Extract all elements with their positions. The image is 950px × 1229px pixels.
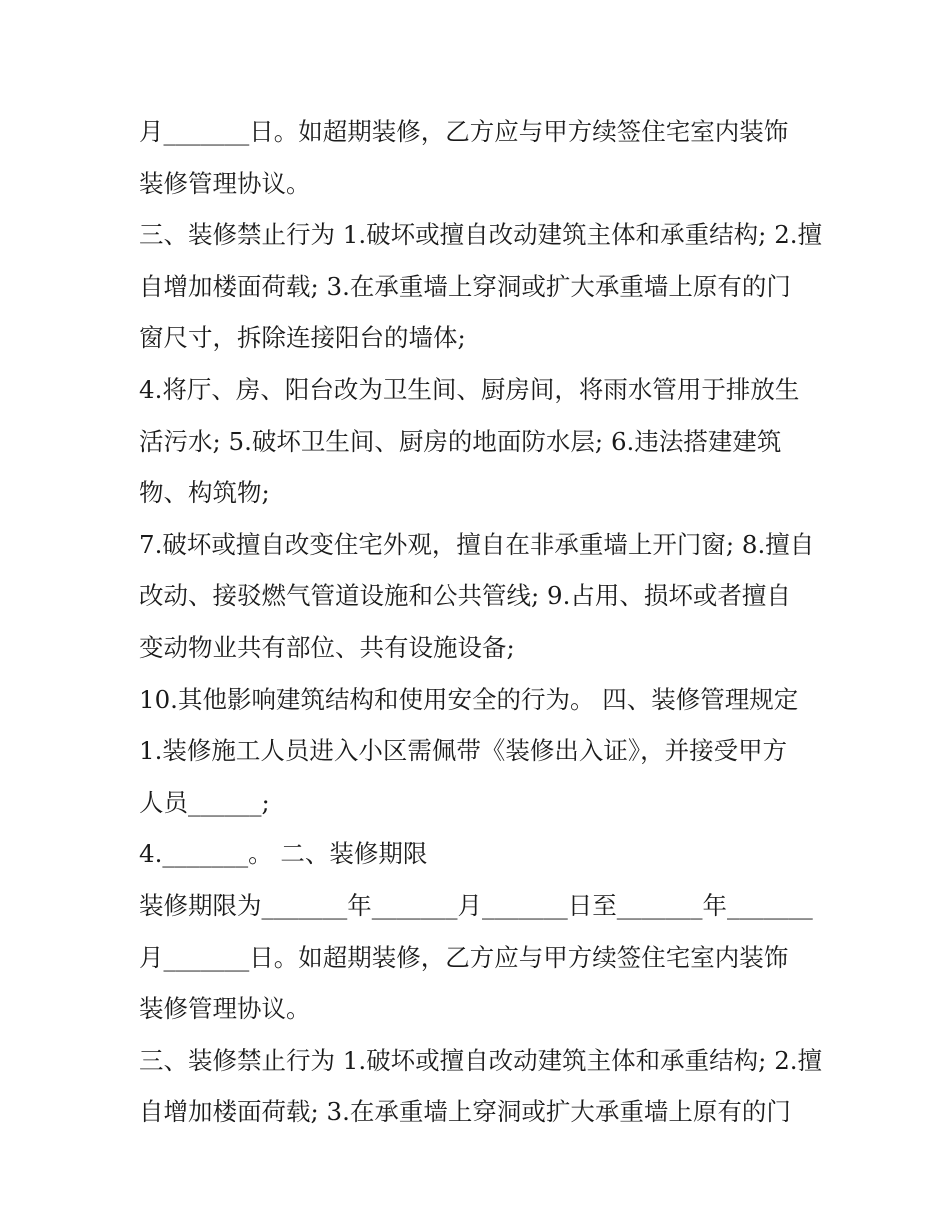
text-line: 装修期限为_______年_______月_______日至_______年_______ (139, 890, 813, 920)
text-line: 4._______。 二、装修期限 (139, 839, 428, 869)
text-line: 三、装修禁止行为 1.破坏或擅自改动建筑主体和承重结构; 2.擅 (139, 1045, 823, 1075)
text-line: 装修管理协议。 (139, 994, 311, 1024)
text-line: 10.其他影响建筑结构和使用安全的行为。 四、装修管理规定 (139, 684, 799, 714)
text-line: 人员______; (139, 787, 270, 817)
text-line: 自增加楼面荷载; 3.在承重墙上穿洞或扩大承重墙上原有的门 (139, 1097, 791, 1127)
text-line: 装修管理协议。 (139, 168, 311, 198)
text-line: 月_______日。如超期装修，乙方应与甲方续签住宅室内装饰 (139, 942, 789, 972)
text-line: 三、装修禁止行为 1.破坏或擅自改动建筑主体和承重结构; 2.擅 (139, 220, 823, 250)
text-line: 月_______日。如超期装修，乙方应与甲方续签住宅室内装饰 (139, 117, 789, 146)
text-line: 窗尺寸，拆除连接阳台的墙体; (139, 323, 466, 353)
text-line: 改动、接驳燃气管道设施和公共管线; 9.占用、损坏或者擅自 (139, 581, 791, 611)
text-line: 活污水; 5.破坏卫生间、厨房的地面防水层; 6.违法搭建建筑 (139, 426, 782, 456)
text-line: 4.将厅、房、阳台改为卫生间、厨房间，将雨水管用于排放生 (139, 374, 800, 404)
text-line: 变动物业共有部位、共有设施设备; (139, 632, 515, 662)
text-line: 自增加楼面荷载; 3.在承重墙上穿洞或扩大承重墙上原有的门 (139, 271, 791, 301)
text-line: 7.破坏或擅自改变住宅外观，擅自在非承重墙上开门窗; 8.擅自 (139, 529, 815, 559)
text-line: 物、构筑物; (139, 478, 270, 508)
text-line: 1.装修施工人员进入小区需佩带《装修出入证》，并接受甲方 (139, 736, 788, 766)
document-body (139, 106, 829, 1138)
